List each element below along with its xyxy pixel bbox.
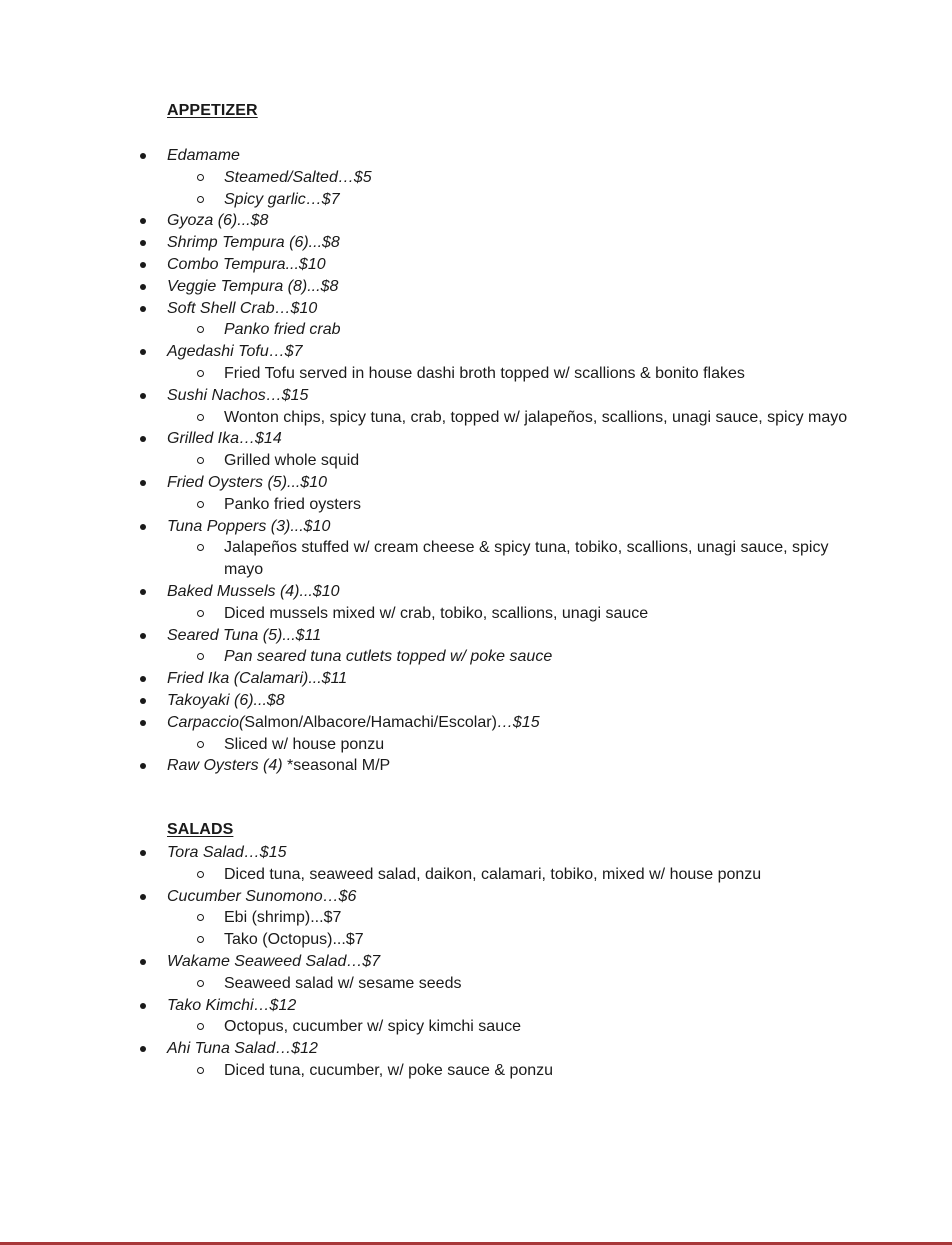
menu-item-name: Soft Shell Crab…$10	[167, 299, 318, 317]
menu-item-name: Baked Mussels (4)...$10	[167, 582, 340, 600]
menu-item-name: Carpaccio(	[167, 713, 245, 731]
menu-item-details	[0, 907, 952, 951]
menu-item-details	[0, 494, 952, 516]
menu-item-detail: Sliced w/ house ponzu	[0, 734, 952, 756]
menu-item	[0, 1038, 952, 1082]
menu-item-detail: Diced tuna, cucumber, w/ poke sauce & ponzu	[0, 1060, 952, 1082]
menu-item	[0, 842, 952, 886]
menu-item-details	[0, 407, 952, 429]
menu-item-detail: Grilled whole squid	[0, 450, 952, 472]
menu-item	[0, 625, 952, 669]
menu-item-name: Wakame Seaweed Salad…$7	[167, 952, 381, 970]
menu-item-details	[0, 1060, 952, 1082]
menu-item	[0, 712, 952, 756]
menu-item-name: Tora Salad…$15	[167, 844, 287, 861]
menu-item-details	[0, 1016, 952, 1038]
menu-item	[0, 341, 952, 385]
menu-item-name: Raw Oysters (4)	[167, 757, 283, 775]
menu-item-details	[0, 537, 952, 581]
menu-item-varieties: Salmon/Albacore/Hamachi/Escolar)	[244, 713, 497, 731]
menu-item	[0, 145, 952, 210]
menu-item	[0, 428, 952, 472]
menu-item-name: Fried Ika (Calamari)...$11	[167, 670, 348, 688]
menu-item-name: Agedashi Tofu…$7	[167, 343, 303, 361]
menu-item-name: Edamame	[167, 147, 240, 164]
salads-list	[0, 842, 952, 1082]
menu-item-details	[0, 319, 952, 341]
menu-item-details	[0, 734, 952, 756]
menu-item-detail: Spicy garlic…$7	[0, 189, 952, 211]
menu-item-details	[0, 363, 952, 385]
menu-item-note: *seasonal M/P	[282, 757, 391, 775]
menu-item-detail: Diced tuna, seaweed salad, daikon, calamari, tobiko, mixed w/ house ponzu	[0, 864, 952, 886]
menu-item-name: Cucumber Sunomono…$6	[167, 887, 357, 905]
menu-item-detail: Panko fried crab	[0, 319, 952, 341]
menu-item	[0, 995, 952, 1039]
menu-item-details	[0, 646, 952, 668]
menu-item-detail: Steamed/Salted…$5	[0, 167, 952, 189]
menu-item-detail: Tako (Octopus)...$7	[0, 929, 952, 951]
menu-item	[0, 210, 952, 232]
menu-item-name: Sushi Nachos…$15	[167, 386, 309, 404]
menu-item	[0, 276, 952, 298]
menu-item-name: Takoyaki (6)...$8	[167, 691, 285, 709]
menu-item-detail: Seaweed salad w/ sesame seeds	[0, 973, 952, 995]
menu-item-detail: Panko fried oysters	[0, 494, 952, 516]
menu-item	[0, 668, 952, 690]
menu-item	[0, 298, 952, 342]
menu-item-name: Seared Tuna (5)...$11	[167, 626, 322, 644]
menu-item-name: Ahi Tuna Salad…$12	[167, 1040, 318, 1058]
menu-item-detail: Jalapeños stuffed w/ cream cheese & spicy tuna, tobiko, scallions, unagi sauce, spicy mayo	[0, 537, 952, 581]
menu-item-name: Combo Tempura...$10	[167, 255, 326, 273]
menu-item-name: Tuna Poppers (3)...$10	[167, 517, 331, 535]
menu-item-details	[0, 864, 952, 886]
menu-item	[0, 581, 952, 625]
menu-item	[0, 886, 952, 951]
menu-item-detail: Fried Tofu served in house dashi broth topped w/ scallions & bonito flakes	[0, 363, 952, 385]
menu-item	[0, 755, 952, 777]
menu-item-detail: Pan seared tuna cutlets topped w/ poke sauce	[0, 646, 952, 668]
appetizer-list	[0, 145, 952, 777]
menu-item	[0, 951, 952, 995]
menu-item-detail: Wonton chips, spicy tuna, crab, topped w/ jalapeños, scallions, unagi sauce, spicy mayo	[0, 407, 952, 429]
salads-heading: SALADS	[167, 821, 234, 838]
menu-item	[0, 232, 952, 254]
menu-item	[0, 516, 952, 581]
menu-item-detail: Diced mussels mixed w/ crab, tobiko, scallions, unagi sauce	[0, 603, 952, 625]
menu-item-name: Fried Oysters (5)...$10	[167, 473, 328, 491]
menu-item-detail: Octopus, cucumber w/ spicy kimchi sauce	[0, 1016, 952, 1038]
menu-item-name: Veggie Tempura (8)...$8	[167, 277, 339, 295]
menu-item-name: Shrimp Tempura (6)...$8	[167, 234, 340, 252]
menu-item-detail: Ebi (shrimp)...$7	[0, 907, 952, 929]
menu-item	[0, 472, 952, 516]
menu-item-details	[0, 450, 952, 472]
menu-item	[0, 385, 952, 429]
menu-item	[0, 690, 952, 712]
menu-item-name: Tako Kimchi…$12	[167, 996, 297, 1014]
menu-item-details	[0, 603, 952, 625]
appetizer-heading: APPETIZER	[167, 102, 258, 119]
menu-item-name: Grilled Ika…$14	[167, 430, 282, 448]
menu-item	[0, 254, 952, 276]
menu-item-name: Gyoza (6)...$8	[167, 212, 269, 230]
menu-item-details	[0, 167, 952, 211]
menu-item-details	[0, 973, 952, 995]
menu-item-price: …$15	[496, 713, 540, 731]
